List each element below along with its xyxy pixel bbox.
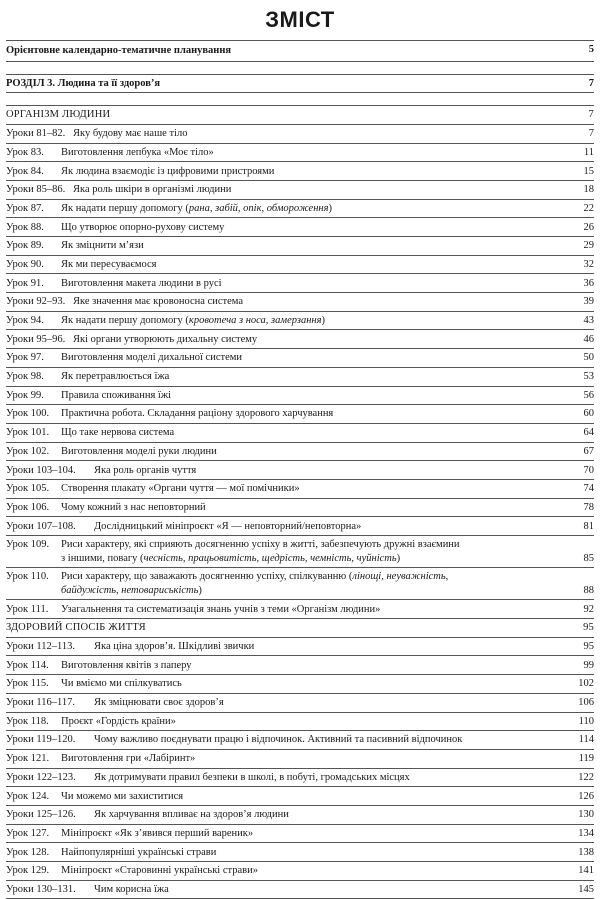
lesson-title-tail: ) <box>328 202 333 214</box>
page-number: 95 <box>583 622 594 634</box>
section-title <box>6 622 146 633</box>
page-number: 32 <box>583 258 594 270</box>
toc-entry <box>6 619 594 638</box>
lesson-number: Уроки 85–86. <box>6 184 66 196</box>
toc-entry <box>6 825 594 844</box>
title-text: Виготовлення квітів з паперу <box>61 659 192 671</box>
lesson-title <box>94 809 289 820</box>
page-number: 102 <box>578 678 594 690</box>
page-number: 130 <box>578 809 594 821</box>
toc-entry <box>6 105 594 125</box>
toc-entry <box>6 218 594 237</box>
lesson-number: Уроки 130–131. <box>6 883 76 895</box>
title-text: Яка ціна здоров’я. Шкідливі звички <box>94 641 255 653</box>
page-number: 138 <box>578 846 594 858</box>
toc-entry <box>6 40 594 62</box>
page-number: 92 <box>583 603 594 615</box>
lesson-number: Урок 109. <box>6 539 50 551</box>
lesson-title <box>61 604 380 615</box>
page-number: 46 <box>583 333 594 345</box>
toc-entry <box>6 349 594 368</box>
title-text: Як людина взаємодіє із цифровими пристроями <box>61 165 275 177</box>
page-number: 53 <box>583 371 594 383</box>
toc-entry <box>6 568 594 600</box>
page-number: 95 <box>583 641 594 653</box>
lesson-title <box>61 570 541 597</box>
page-number: 81 <box>583 520 594 532</box>
lesson-title <box>73 128 187 139</box>
lesson-number: Урок 89. <box>6 240 44 252</box>
lesson-title-italic: чесність, працьовитість, щедрість, чемність, чуйність <box>143 552 397 564</box>
title-text: РОЗДІЛ 3. Людина та її здоров’я <box>6 77 161 89</box>
title-text: Дослідницький мініпроєкт «Я — неповторний/неповторна» <box>94 520 362 532</box>
title-text: Як зміцнювати своє здоров’я <box>94 697 224 709</box>
lesson-title-italic: кровотеча з носа, замерзання <box>188 315 322 327</box>
toc-entry <box>6 144 594 163</box>
lesson-title <box>61 427 174 438</box>
lesson-number: Урок 98. <box>6 371 44 383</box>
lesson-title <box>61 315 325 326</box>
lesson-number: Уроки 107–108. <box>6 520 76 532</box>
page-number: 56 <box>583 389 594 401</box>
lesson-number: Урок 94. <box>6 315 44 327</box>
lesson-title <box>94 641 254 652</box>
lesson-number: Урок 100. <box>6 408 50 420</box>
title-text: Як дотримувати правил безпеки в школі, в побуті, громадських місцях <box>94 771 410 783</box>
toc-entry <box>6 862 594 881</box>
page-number: 114 <box>578 734 594 746</box>
toc-entry <box>6 731 594 750</box>
lesson-title-italic: лінощі, неуважність, <box>352 571 449 583</box>
page-number: 106 <box>578 697 594 709</box>
lesson-title-line: Риси характеру, що заважають досягненню успіху, спілкуванню ( <box>61 571 353 583</box>
lesson-number: Уроки 92–93. <box>6 296 66 308</box>
lesson-title <box>61 847 216 858</box>
title-text: Практична робота. Складання раціону здорового харчування <box>61 408 334 420</box>
toc-entry <box>6 162 594 181</box>
page-number: 50 <box>583 352 594 364</box>
toc-entry <box>6 424 594 443</box>
toc-entry <box>6 656 594 675</box>
toc-entry <box>6 200 594 219</box>
toc-entry <box>6 787 594 806</box>
toc-entry <box>6 881 594 899</box>
lesson-title <box>61 240 144 251</box>
lesson-title <box>61 791 183 802</box>
toc-entry <box>6 806 594 825</box>
toc-entry <box>6 843 594 862</box>
toc-entry <box>6 638 594 657</box>
title-text: Чому кожний з нас неповторний <box>61 501 206 513</box>
toc-entry <box>6 312 594 331</box>
lesson-number: Урок 101. <box>6 427 50 439</box>
lesson-number: Урок 114. <box>6 659 49 671</box>
lesson-title <box>94 772 410 783</box>
page-number: 85 <box>583 552 594 564</box>
lesson-number: Уроки 125–126. <box>6 809 76 821</box>
lesson-title <box>94 697 224 708</box>
chapter-title <box>6 78 160 89</box>
lesson-number: Урок 91. <box>6 277 44 289</box>
lesson-title <box>61 390 171 401</box>
lesson-title <box>61 222 224 233</box>
lesson-title <box>73 334 257 345</box>
title-text: Правила споживання їжі <box>61 389 171 401</box>
page-number: 122 <box>578 771 594 783</box>
lesson-number: Уроки 103–104. <box>6 464 76 476</box>
lesson-number: Уроки 119–120. <box>6 734 76 746</box>
lesson-title <box>61 660 192 671</box>
page-number: 141 <box>578 865 594 877</box>
title-text: Виготовлення моделі дихальної системи <box>61 352 242 364</box>
lesson-title <box>73 184 231 195</box>
page-number: 70 <box>583 464 594 476</box>
lesson-number: Урок 124. <box>6 790 50 802</box>
toc-entry <box>6 293 594 312</box>
page-number: 67 <box>583 445 594 457</box>
page-number: 26 <box>583 221 594 233</box>
lesson-number: Урок 129. <box>6 865 50 877</box>
toc-entry <box>6 181 594 200</box>
toc-entry <box>6 600 594 619</box>
page-number: 11 <box>583 146 594 158</box>
lesson-number: Урок 87. <box>6 202 44 214</box>
lesson-number: Урок 105. <box>6 483 50 495</box>
lesson-title-tail: ) <box>321 315 326 327</box>
toc-entry <box>6 330 594 349</box>
toc-entry <box>6 387 594 406</box>
lesson-title-italic: рана, забій, опік, обмороження <box>188 202 329 214</box>
toc-entry <box>6 499 594 518</box>
toc-entry <box>6 443 594 462</box>
title-text: ЗДОРОВИЙ СПОСІБ ЖИТТЯ <box>6 622 146 634</box>
title-text: Чому важливо поєднувати працю і відпочинок. Активний та пасивний відпочинок <box>94 734 463 746</box>
lesson-title <box>61 259 156 270</box>
title-text: Чи можемо ми захиститися <box>61 790 184 802</box>
lesson-title <box>61 716 176 727</box>
page-number: 18 <box>583 184 594 196</box>
lesson-title-tail: ) <box>198 584 202 596</box>
page-number: 110 <box>578 715 594 727</box>
page-number: 99 <box>583 659 594 671</box>
lesson-number: Уроки 81–82. <box>6 128 66 140</box>
lesson-title-tail: ) <box>396 552 401 564</box>
lesson-title <box>73 296 243 307</box>
page-number: 88 <box>583 584 594 596</box>
title-text: Як надати першу допомогу ( <box>61 202 189 214</box>
lesson-number: Урок 121. <box>6 753 50 765</box>
lesson-title <box>61 678 182 689</box>
lesson-title <box>61 446 217 457</box>
lesson-title <box>61 352 242 363</box>
page-number: 60 <box>583 408 594 420</box>
toc-entry <box>6 750 594 769</box>
lesson-title <box>61 828 253 839</box>
title-text: Як ми пересуваємося <box>61 258 157 270</box>
lesson-number: Урок 127. <box>6 827 50 839</box>
lesson-number: Урок 88. <box>6 221 44 233</box>
title-text: Чим корисна їжа <box>94 883 169 895</box>
title-text: Мініпроєкт «Як з’явився перший вареник» <box>61 827 254 839</box>
title-text: Як перетравлюється їжа <box>61 371 170 383</box>
title-text: Яке значення має кровоносна система <box>73 296 243 308</box>
page-number: 36 <box>583 277 594 289</box>
title-text: Яка роль шкіри в організмі людини <box>73 184 232 196</box>
lesson-title-italic: байдужість, нетовариськість <box>61 584 199 596</box>
title-text: Узагальнення та систематизація знань учнів з теми «Організм людини» <box>61 603 381 615</box>
lesson-title <box>61 166 274 177</box>
lesson-number: Урок 118. <box>6 715 49 727</box>
lesson-title <box>94 884 169 895</box>
page-number: 134 <box>578 827 594 839</box>
lesson-number: Уроки 112–113. <box>6 641 75 653</box>
toc-entry <box>6 480 594 499</box>
lesson-title-line: з іншими, повагу ( <box>61 552 144 564</box>
page-number: 145 <box>578 883 594 895</box>
lesson-number: Урок 83. <box>6 146 44 158</box>
page-number: 7 <box>588 128 594 140</box>
title-text: Виготовлення моделі руки людини <box>61 445 217 457</box>
title-text: Які органи утворюють дихальну систему <box>73 333 258 345</box>
title-text: Виготовлення гри «Лабіринт» <box>61 753 196 765</box>
page-number: 22 <box>583 202 594 214</box>
lesson-title <box>61 278 222 289</box>
title-text: Яку будову має наше тіло <box>73 128 188 140</box>
table-of-contents <box>6 40 594 899</box>
page-number: 7 <box>588 109 594 121</box>
chapter-title <box>6 45 231 56</box>
lesson-title <box>61 147 214 158</box>
lesson-number: Урок 84. <box>6 165 44 177</box>
toc-entry <box>6 256 594 275</box>
page-number: 15 <box>583 165 594 177</box>
toc-entry <box>6 125 594 144</box>
page-number: 126 <box>578 790 594 802</box>
title-text: Що таке нервова система <box>61 427 175 439</box>
lesson-title <box>61 502 206 513</box>
page-number: 43 <box>583 315 594 327</box>
toc-entry <box>6 237 594 256</box>
page-number: 78 <box>583 501 594 513</box>
title-text: Мініпроєкт «Старовинні українські страви» <box>61 865 258 877</box>
toc-entry <box>6 274 594 293</box>
lesson-title <box>61 865 258 876</box>
page-number: 5 <box>588 44 594 56</box>
page-title: ЗМІСТ <box>265 7 335 32</box>
title-text: Орієнтовне календарно-тематичне планування <box>6 45 232 56</box>
lesson-title <box>94 734 462 745</box>
page-number: 119 <box>578 753 594 765</box>
lesson-title <box>61 483 300 494</box>
section-title <box>6 109 110 120</box>
toc-entry <box>6 769 594 788</box>
lesson-number: Урок 106. <box>6 501 50 513</box>
page-number: 7 <box>588 77 594 89</box>
title-text: Виготовлення макета людини в русі <box>61 277 222 289</box>
lesson-number: Урок 90. <box>6 258 44 270</box>
lesson-title <box>61 371 169 382</box>
toc-entry <box>6 675 594 694</box>
toc-entry <box>6 536 594 568</box>
title-text: Найпопулярніші українські страви <box>61 846 217 858</box>
toc-entry <box>6 461 594 480</box>
lesson-title-line: Риси характеру, які сприяють досягненню успіху в житті, забезпечують дружні взаємини <box>61 539 460 551</box>
toc-entry <box>6 405 594 424</box>
lesson-title <box>61 408 333 419</box>
toc-entry <box>6 368 594 387</box>
title-text: ОРГАНІЗМ ЛЮДИНИ <box>6 109 111 121</box>
toc-entry <box>6 713 594 732</box>
title-text: Яка роль органів чуття <box>94 464 197 476</box>
title-text: Як харчування впливає на здоров’я людини <box>94 809 289 821</box>
toc-entry <box>6 694 594 713</box>
title-text: Що утворює опорно-рухову систему <box>61 221 225 233</box>
lesson-number: Урок 97. <box>6 352 44 364</box>
title-text: Виготовлення лепбука «Моє тіло» <box>61 146 214 158</box>
lesson-title <box>61 753 195 764</box>
title-text: Створення плакату «Органи чуття — мої помічники» <box>61 483 300 495</box>
lesson-number: Урок 99. <box>6 389 44 401</box>
lesson-number: Урок 128. <box>6 846 50 858</box>
page-number: 64 <box>583 427 594 439</box>
page-number: 74 <box>583 483 594 495</box>
lesson-title <box>94 465 196 476</box>
toc-entry <box>6 517 594 536</box>
title-text: Як зміцнити м’язи <box>61 240 144 252</box>
lesson-number: Уроки 122–123. <box>6 771 76 783</box>
lesson-number: Уроки 116–117. <box>6 697 75 709</box>
lesson-number: Урок 110. <box>6 571 49 583</box>
lesson-title <box>61 538 541 565</box>
lesson-number: Урок 111. <box>6 603 49 615</box>
lesson-title <box>94 521 361 532</box>
lesson-title <box>61 203 332 214</box>
page-number: 29 <box>583 240 594 252</box>
lesson-number: Урок 115. <box>6 678 49 690</box>
lesson-number: Урок 102. <box>6 445 50 457</box>
lesson-number: Уроки 95–96. <box>6 333 66 345</box>
title-text: Проєкт «Гордість країни» <box>61 715 176 727</box>
title-text: Чи вміємо ми спілкуватись <box>61 678 182 690</box>
toc-entry <box>6 74 594 94</box>
page-number: 39 <box>583 296 594 308</box>
title-text: Як надати першу допомогу ( <box>61 315 189 327</box>
